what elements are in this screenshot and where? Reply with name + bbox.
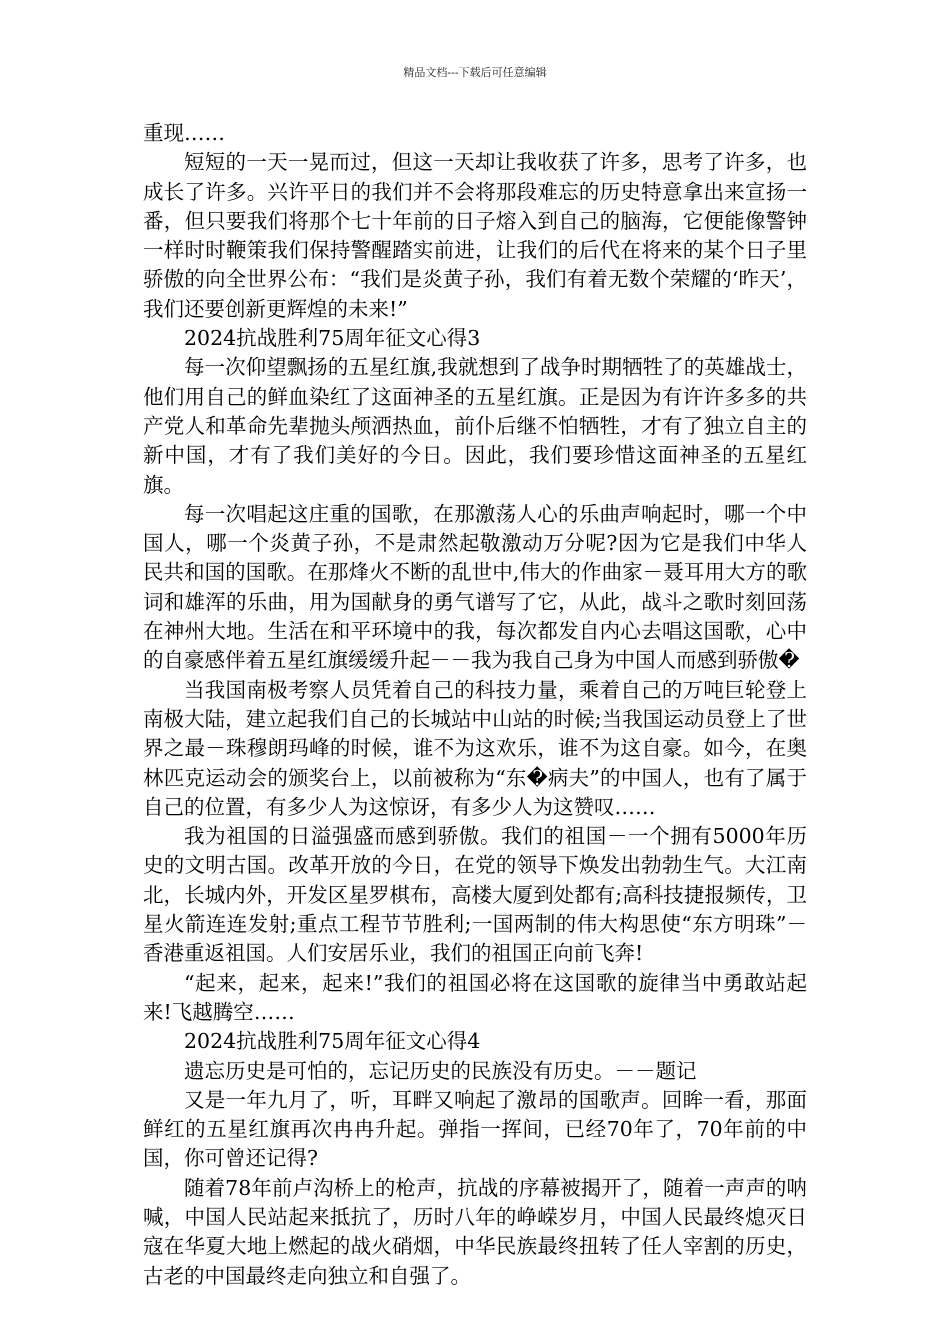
paragraph: 每一次仰望飘扬的五星红旗,我就想到了战争时期牺牲了的英雄战士，他们用自己的鲜血染红了这面神圣的五星红旗。正是因为有许许多多的共产党人和革命先辈抛头颅洒热血，前仆后继不怕牺牲，才有了独立自主的新中国，才有了我们美好的今日。因此，我们要珍惜这面神圣的五星红旗。 xyxy=(143,355,807,497)
paragraph: 随着78年前卢沟桥上的枪声，抗战的序幕被揭开了，随着一声声的呐喊，中国人民站起来抵抗了，历时八年的峥嵘岁月，中国人民最终熄灭日寇在华夏大地上燃起的战火硝烟，中华民族最终扭转了任人宰割的历史，古老的中国最终走向独立和自强了。 xyxy=(143,1175,807,1288)
epigraph: 遗忘历史是可怕的，忘记历史的民族没有历史。－－题记 xyxy=(184,1058,697,1083)
section-heading-3: 2024抗战胜利75周年征文心得3 xyxy=(184,326,481,351)
paragraph: 每一次唱起这庄重的国歌，在那激荡人心的乐曲声响起时，哪一个中国人，哪一个炎黄子孙，不是肃然起敬激动万分呢?因为它是我们中华人民共和国的国歌。在那烽火不断的乱世中,伟大的作曲家－聂耳用大方的歌词和雄浑的乐曲，用为国献身的勇气谱写了它，从此，战斗之歌时刻回荡在神州大地。生活在和平环境中的我，每次都发自内心去唱这国歌，心中的自豪感伴着五星红旗缓缓升起－－我为我自己身为中国人而感到骄傲� xyxy=(143,501,807,673)
paragraph: 我为祖国的日溢强盛而感到骄傲。我们的祖国－一个拥有5000年历史的文明古国。改革开放的今日，在党的领导下焕发出勃勃生气。大江南北，长城内外，开发区星罗棋布，高楼大厦到处都有;高科技捷报频传，卫星火箭连连发射;重点工程节节胜利;一国两制的伟大构思使“东方明珠”－香港重返祖国。人们安居乐业，我们的祖国正向前飞奔! xyxy=(143,824,807,966)
paragraph-continuation: 重现…… xyxy=(143,121,225,145)
paragraph: “起来，起来，起来!”我们的祖国必将在这国歌的旋律当中勇敢站起来!飞越腾空…… xyxy=(143,970,807,1024)
paragraph: 当我国南极考察人员凭着自己的科技力量，乘着自己的万吨巨轮登上南极大陆，建立起我们自己的长城站中山站的时候;当我国运动员登上了世界之最－珠穆朗玛峰的时候，谁不为这欢乐，谁不为这自豪。如今，在奥林匹克运动会的颁奖台上，以前被称为“东�病夫”的中国人，也有了属于自己的位置，有多少人为这惊讶，有多少人为这赞叹…… xyxy=(143,677,807,819)
paragraph: 短短的一天一晃而过，但这一天却让我收获了许多，思考了许多，也成长了许多。兴许平日的我们并不会将那段难忘的历史特意拿出来宣扬一番，但只要我们将那个七十年前的日子熔入到自己的脑海，它便能像警钟一样时时鞭策我们保持警醒踏实前进，让我们的后代在将来的某个日子里骄傲的向全世界公布：“我们是炎黄子孙，我们有着无数个荣耀的‘昨天’，我们还要创新更辉煌的未来!” xyxy=(143,150,807,321)
document-body xyxy=(143,119,807,1291)
paragraph: 又是一年九月了，听，耳畔又响起了激昂的国歌声。回眸一看，那面鲜红的五星红旗再次冉冉升起。弹指一挥间，已经70年了，70年前的中国，你可曾还记得? xyxy=(143,1087,807,1171)
page-header: 精品文档---下载后可任意编辑 xyxy=(403,66,547,79)
section-heading-4: 2024抗战胜利75周年征文心得4 xyxy=(184,1029,481,1054)
